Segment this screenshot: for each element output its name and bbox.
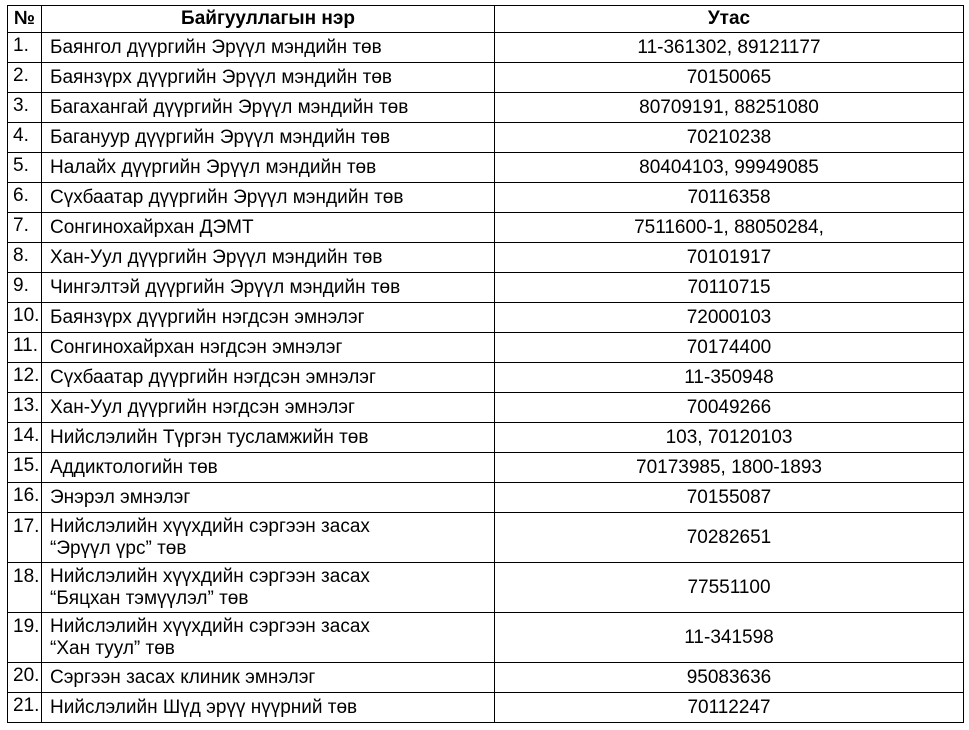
- row-number: 20.: [8, 663, 42, 693]
- row-number: 17.: [8, 513, 42, 563]
- table-row: [8, 663, 964, 693]
- phone-number: 70101917: [495, 243, 964, 273]
- table-row: [8, 363, 964, 393]
- organization-name-line: Багануур дүүргийн Эрүүл мэндийн төв: [50, 126, 391, 148]
- phone-number: 11-350948: [495, 363, 964, 393]
- organization-name-line: Багахангай дүүргийн Эрүүл мэндийн төв: [50, 96, 409, 118]
- row-number: 6.: [8, 183, 42, 213]
- organization-name-line: Налайх дүүргийн Эрүүл мэндийн төв: [50, 156, 377, 178]
- table-row: [8, 423, 964, 453]
- phone-number: 72000103: [495, 303, 964, 333]
- organization-name: [42, 393, 495, 423]
- organization-name: [42, 33, 495, 63]
- table-row: [8, 483, 964, 513]
- table-row: [8, 33, 964, 63]
- table-row: [8, 183, 964, 213]
- row-number: 3.: [8, 93, 42, 123]
- table-row: [8, 333, 964, 363]
- table-row: [8, 513, 964, 563]
- organization-name: [42, 93, 495, 123]
- organization-name-line: Хан-Уул дүүргийн Эрүүл мэндийн төв: [50, 246, 383, 268]
- organization-name: [42, 123, 495, 153]
- row-number: 1.: [8, 33, 42, 63]
- organization-name: [42, 333, 495, 363]
- table-header-row: [8, 6, 964, 33]
- row-number: 18.: [8, 563, 42, 613]
- row-number: 16.: [8, 483, 42, 513]
- organization-name-line: Нийслэлийн хүүхдийн сэргээн засах: [50, 515, 370, 537]
- phone-number: 80404103, 99949085: [495, 153, 964, 183]
- organization-name-line: Сонгинохайрхан нэгдсэн эмнэлэг: [50, 336, 343, 358]
- phone-number: 70155087: [495, 483, 964, 513]
- row-number: 7.: [8, 213, 42, 243]
- organization-name-line: Чингэлтэй дүүргийн Эрүүл мэндийн төв: [50, 276, 401, 298]
- organization-name: [42, 513, 495, 563]
- phone-number: 11-341598: [495, 613, 964, 663]
- phone-number: 70173985, 1800-1893: [495, 453, 964, 483]
- organization-column-header: Байгууллагын нэр: [42, 6, 495, 33]
- phone-number: 70116358: [495, 183, 964, 213]
- phone-number: 70282651: [495, 513, 964, 563]
- organization-name-line: Баянгол дүүргийн Эрүүл мэндийн төв: [50, 36, 382, 58]
- table-row: [8, 93, 964, 123]
- row-number: 12.: [8, 363, 42, 393]
- organization-name: [42, 663, 495, 693]
- phone-column-header: Утас: [495, 6, 964, 33]
- organization-name-line: Баянзүрх дүүргийн Эрүүл мэндийн төв: [50, 66, 393, 88]
- organization-name: [42, 363, 495, 393]
- number-column-header: №: [8, 6, 42, 33]
- organization-name: [42, 613, 495, 663]
- phone-number: 70112247: [495, 693, 964, 723]
- organization-name: [42, 693, 495, 723]
- organization-name: [42, 213, 495, 243]
- organization-name-line: “Бяцхан тэмүүлэл” төв: [50, 587, 249, 609]
- table-row: [8, 273, 964, 303]
- table-row: [8, 453, 964, 483]
- phone-number: 70210238: [495, 123, 964, 153]
- organization-name: [42, 183, 495, 213]
- organization-name-line: Нийслэлийн хүүхдийн сэргээн засах: [50, 565, 370, 587]
- organization-name-line: Баянзүрх дүүргийн нэгдсэн эмнэлэг: [50, 306, 365, 328]
- organization-name-line: Нийслэлийн хүүхдийн сэргээн засах: [50, 615, 370, 637]
- organization-name-line: Аддиктологийн төв: [50, 456, 218, 478]
- table-row: [8, 213, 964, 243]
- table-row: [8, 393, 964, 423]
- table-body: [8, 33, 964, 723]
- table-row: [8, 613, 964, 663]
- row-number: 4.: [8, 123, 42, 153]
- organization-name: [42, 63, 495, 93]
- phone-number: 77551100: [495, 563, 964, 613]
- organization-name-line: Хан-Уул дүүргийн нэгдсэн эмнэлэг: [50, 396, 355, 418]
- table-row: [8, 123, 964, 153]
- organization-name: [42, 563, 495, 613]
- row-number: 5.: [8, 153, 42, 183]
- organization-name-line: “Эрүүл үрс” төв: [50, 537, 187, 559]
- row-number: 13.: [8, 393, 42, 423]
- table-row: [8, 153, 964, 183]
- organization-name-line: “Хан туул” төв: [50, 637, 175, 659]
- organization-name-line: Сүхбаатар дүүргийн Эрүүл мэндийн төв: [50, 186, 404, 208]
- organization-name-line: Энэрэл эмнэлэг: [50, 486, 191, 508]
- phone-number: 70049266: [495, 393, 964, 423]
- phone-number: 80709191, 88251080: [495, 93, 964, 123]
- phone-number: 70150065: [495, 63, 964, 93]
- organization-name-line: Сүхбаатар дүүргийн нэгдсэн эмнэлэг: [50, 366, 376, 388]
- organization-name: [42, 153, 495, 183]
- phone-number: 11-361302, 89121177: [495, 33, 964, 63]
- organization-name: [42, 303, 495, 333]
- organization-name: [42, 273, 495, 303]
- table-row: [8, 303, 964, 333]
- phone-number: 70110715: [495, 273, 964, 303]
- organization-name: [42, 243, 495, 273]
- organization-name-line: Нийслэлийн Шүд эрүү нүүрний төв: [50, 696, 358, 718]
- table-row: [8, 693, 964, 723]
- organization-name: [42, 453, 495, 483]
- row-number: 9.: [8, 273, 42, 303]
- table-row: [8, 63, 964, 93]
- row-number: 19.: [8, 613, 42, 663]
- row-number: 14.: [8, 423, 42, 453]
- organization-name-line: Нийслэлийн Түргэн тусламжийн төв: [50, 426, 369, 448]
- health-facilities-table: [7, 5, 964, 723]
- row-number: 10.: [8, 303, 42, 333]
- phone-number: 70174400: [495, 333, 964, 363]
- organization-name: [42, 423, 495, 453]
- row-number: 2.: [8, 63, 42, 93]
- organization-name: [42, 483, 495, 513]
- row-number: 11.: [8, 333, 42, 363]
- phone-number: 103, 70120103: [495, 423, 964, 453]
- organization-name-line: Сонгинохайрхан ДЭМТ: [50, 216, 254, 238]
- organization-name-line: Сэргээн засах клиник эмнэлэг: [50, 666, 316, 688]
- phone-number: 95083636: [495, 663, 964, 693]
- row-number: 8.: [8, 243, 42, 273]
- row-number: 15.: [8, 453, 42, 483]
- table-row: [8, 243, 964, 273]
- table-row: [8, 563, 964, 613]
- phone-number: 7511600-1, 88050284,: [495, 213, 964, 243]
- row-number: 21.: [8, 693, 42, 723]
